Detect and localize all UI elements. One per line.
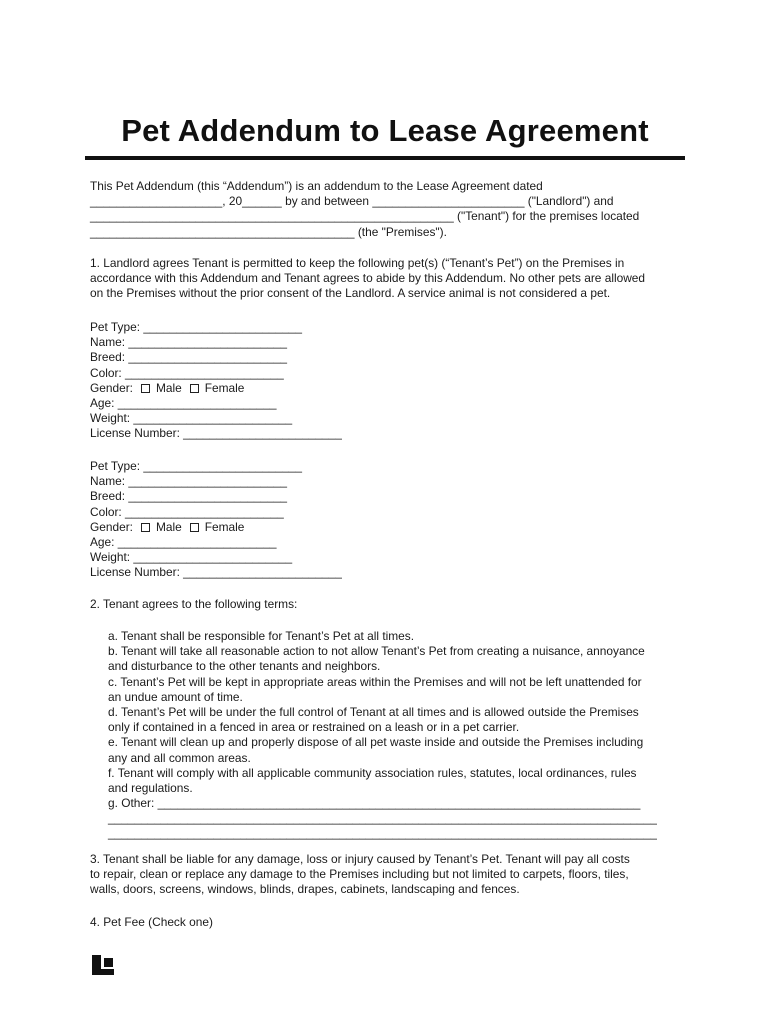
pet-license-field[interactable]: License Number: ________________________	[90, 426, 342, 441]
other-terms-field[interactable]: g. Other: _________________________________________________________________________	[108, 796, 641, 811]
pet-age-field[interactable]: Age: ________________________	[90, 395, 277, 410]
pet-details-block-2	[90, 459, 690, 581]
other-terms-field[interactable]: ___________________________________________________________________________________	[108, 826, 657, 841]
section-1-line: on the Premises without the prior consent of the Landlord. A service animal is not considered a pet.	[90, 286, 611, 301]
male-checkbox[interactable]	[141, 384, 150, 393]
pet-breed-field[interactable]: Breed: ________________________	[90, 350, 288, 365]
pet-weight-field[interactable]: Weight: ________________________	[90, 550, 293, 565]
pet-type-field[interactable]: Pet Type: ________________________	[90, 459, 303, 473]
section-1-line: accordance with this Addendum and Tenant agrees to abide by this Addendum. No other pets are allowed	[90, 271, 646, 286]
title-underline	[85, 156, 685, 160]
term-line: f. Tenant will comply with all applicable community association rules, statutes, local ordinances, rules	[108, 765, 637, 780]
section-2-heading: 2. Tenant agrees to the following terms:	[90, 597, 298, 611]
male-label: Male	[155, 519, 182, 534]
gender-label: Gender:	[90, 519, 133, 534]
other-terms-field[interactable]: ___________________________________________________________________________________	[108, 811, 657, 826]
pet-gender-row	[90, 381, 690, 396]
intro-line: This Pet Addendum (this “Addendum”) is an addendum to the Lease Agreement dated	[90, 179, 543, 193]
term-line: and regulations.	[108, 780, 193, 795]
intro-line: ________________________________________ (the "Premises").	[90, 224, 447, 239]
female-checkbox[interactable]	[190, 523, 199, 532]
term-line: d. Tenant’s Pet will be under the full control of Tenant at all times and is allowed outside the Premises	[108, 704, 639, 719]
section-1-paragraph	[90, 256, 690, 302]
document-title: Pet Addendum to Lease Agreement	[121, 113, 649, 148]
male-label: Male	[155, 380, 182, 395]
section-4-heading-block	[90, 915, 690, 930]
female-label: Female	[204, 519, 245, 534]
pet-gender-row	[90, 520, 690, 535]
term-line: any and all common areas.	[108, 750, 251, 765]
pet-weight-field[interactable]: Weight: ________________________	[90, 411, 293, 426]
section-2-heading-block	[90, 597, 690, 612]
term-line: only if contained in a fenced in area or restrained on a leash or in a pet carrier.	[108, 720, 520, 735]
section-1-line: 1. Landlord agrees Tenant is permitted to keep the following pet(s) (“Tenant’s Pet”) on the Premises in	[90, 256, 625, 270]
pet-type-field[interactable]: Pet Type: ________________________	[90, 320, 303, 334]
intro-line: ____________________, 20______ by and between _______________________ ("Landlord") and	[90, 194, 614, 209]
section-4-heading: 4. Pet Fee (Check one)	[90, 915, 213, 929]
brand-logo-icon	[92, 955, 114, 975]
intro-paragraph	[90, 179, 690, 240]
intro-line: _______________________________________________________ ("Tenant") for the premises located	[90, 209, 640, 224]
section-3-line: 3. Tenant shall be liable for any damage, loss or injury caused by Tenant’s Pet. Tenant will pay all costs	[90, 852, 630, 866]
female-label: Female	[204, 380, 245, 395]
pet-breed-field[interactable]: Breed: ________________________	[90, 489, 288, 504]
pet-details-block-1	[90, 320, 690, 442]
section-3-line: walls, doors, screens, windows, blinds, drapes, cabinets, landscaping and fences.	[90, 882, 520, 897]
pet-name-field[interactable]: Name: ________________________	[90, 335, 288, 350]
term-line: and disturbance to the other tenants and neighbors.	[108, 659, 381, 674]
section-3-paragraph	[90, 852, 690, 898]
term-line: b. Tenant will take all reasonable action to not allow Tenant’s Pet from creating a nuisance, annoyance	[108, 644, 645, 659]
term-line: c. Tenant’s Pet will be kept in appropriate areas within the Premises and will not be left unattended for	[108, 674, 642, 689]
section-3-line: to repair, clean or replace any damage to the Premises including but not limited to carpets, floors, tiles,	[90, 867, 629, 882]
pet-color-field[interactable]: Color: ________________________	[90, 504, 284, 519]
section-2-terms	[90, 629, 708, 842]
male-checkbox[interactable]	[141, 523, 150, 532]
female-checkbox[interactable]	[190, 384, 199, 393]
term-line: an undue amount of time.	[108, 689, 243, 704]
term-line: a. Tenant shall be responsible for Tenant’s Pet at all times.	[108, 629, 415, 643]
pet-age-field[interactable]: Age: ________________________	[90, 534, 277, 549]
gender-label: Gender:	[90, 380, 133, 395]
term-line: e. Tenant will clean up and properly dispose of all pet waste inside and outside the Premises including	[108, 735, 644, 750]
pet-name-field[interactable]: Name: ________________________	[90, 474, 288, 489]
pet-color-field[interactable]: Color: ________________________	[90, 365, 284, 380]
pet-license-field[interactable]: License Number: ________________________	[90, 565, 342, 580]
